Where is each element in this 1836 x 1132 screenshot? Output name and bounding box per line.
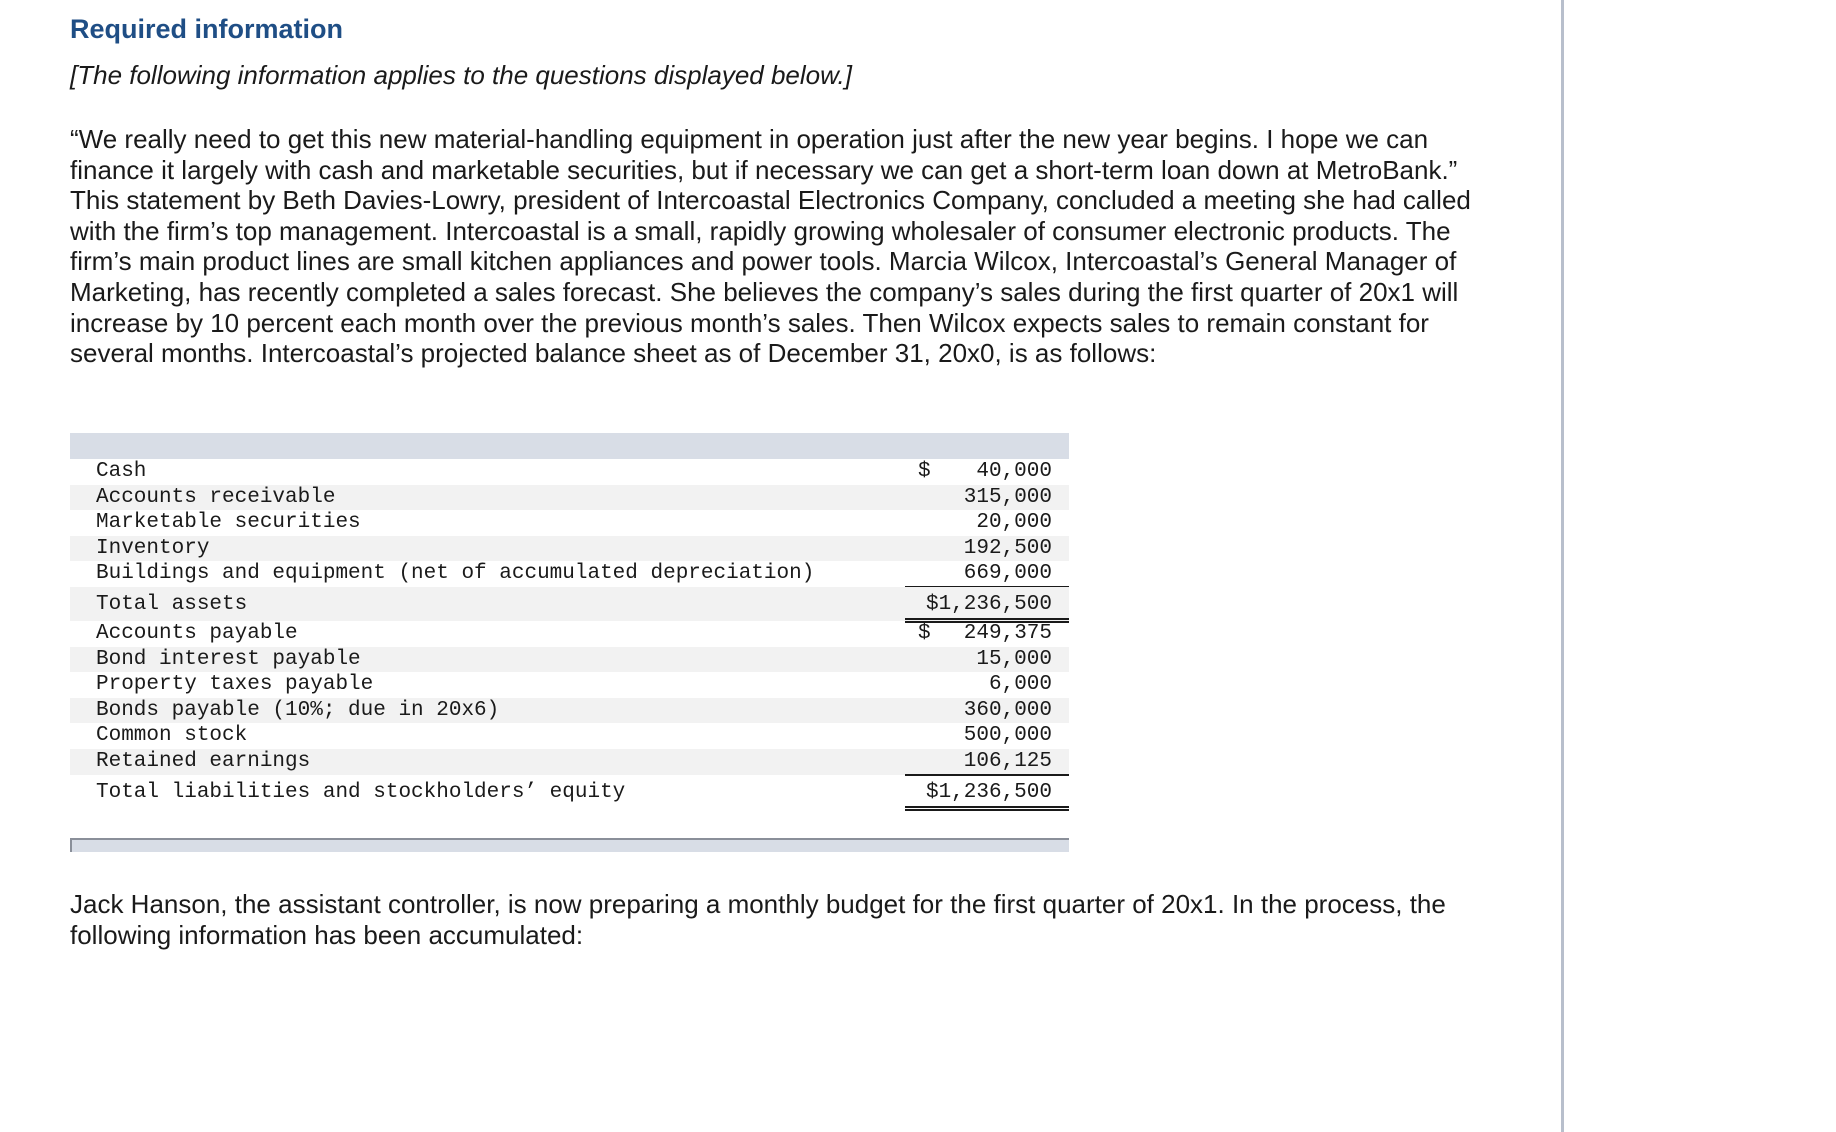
row-amount: $1,236,500	[925, 780, 1052, 804]
row-label: Bond interest payable	[96, 647, 361, 671]
row-label: Marketable securities	[96, 511, 361, 535]
table-row	[70, 698, 1069, 724]
row-amount: 249,375	[963, 621, 1052, 645]
row-label: Property taxes payable	[96, 673, 374, 697]
table-row	[70, 749, 1069, 775]
row-label: Buildings and equipment (net of accumulated depreciation)	[96, 562, 815, 586]
balance-sheet-header-bar	[70, 433, 1069, 459]
row-label: Inventory	[96, 536, 210, 560]
table-row	[70, 536, 1069, 562]
total-liabilities-row	[70, 775, 1069, 809]
intro-paragraph: “We really need to get this new material-handling equipment in operation just after the new year begins. I hope we can finance it largely with cash and marketable securities, but if necessary we can get a short-term loan down at MetroBank.” This statement by Beth Davies-Lowry, president of Intercoastal Electronics Company, concluded a meeting she had called with the firm’s top management. Intercoastal is a small, rapidly growing wholesaler of consumer electronic products. The firm’s main product lines are small kitchen appliances and power tools. Marcia Wilcox, Intercoastal’s General Manager of Marketing, has recently completed a sales forecast. She believes the company’s sales during the first quarter of 20x1 will increase by 10 percent each month over the previous month’s sales. Then Wilcox expects sales to remain constant for several months. Intercoastal’s projected balance sheet as of December 31, 20x0, is as follows:	[70, 124, 1471, 369]
required-information-title: Required information	[70, 14, 344, 44]
double-underline	[905, 806, 1069, 811]
balance-sheet-rows	[70, 459, 1069, 809]
row-label: Total liabilities and stockholders’ equity	[96, 780, 626, 804]
applies-note: [The following information applies to the questions displayed below.]	[70, 60, 852, 90]
row-amount: 40,000	[976, 460, 1052, 483]
row-label: Accounts payable	[96, 621, 298, 645]
table-row	[70, 485, 1069, 511]
row-label: Retained earnings	[96, 749, 311, 773]
row-label: Cash	[96, 460, 147, 483]
row-amount: 500,000	[963, 724, 1052, 748]
table-row	[70, 621, 1069, 647]
row-amount: 192,500	[963, 536, 1052, 560]
row-label: Common stock	[96, 724, 248, 748]
row-currency: $	[918, 621, 931, 645]
table-row	[70, 723, 1069, 749]
row-amount: 15,000	[976, 647, 1052, 671]
row-amount: 360,000	[963, 698, 1052, 722]
table-row	[70, 459, 1069, 485]
row-label: Bonds payable (10%; due in 20x6)	[96, 698, 500, 722]
table-row	[70, 647, 1069, 673]
balance-sheet-footer-bar	[70, 838, 1069, 852]
table-row	[70, 561, 1069, 587]
total-assets-row	[70, 587, 1069, 621]
row-amount: 6,000	[988, 673, 1052, 697]
row-amount: 106,125	[963, 749, 1052, 773]
right-scroll-divider	[1561, 0, 1564, 1132]
table-row	[70, 510, 1069, 536]
row-currency: $	[918, 460, 931, 483]
row-label: Accounts receivable	[96, 485, 336, 509]
row-label: Total assets	[96, 592, 248, 616]
row-amount: 20,000	[976, 511, 1052, 535]
closing-paragraph: Jack Hanson, the assistant controller, is now preparing a monthly budget for the first quarter of 20x1. In the process, the following information has been accumulated:	[70, 889, 1446, 950]
row-amount: 669,000	[963, 562, 1052, 586]
row-amount: $1,236,500	[925, 592, 1052, 616]
row-amount: 315,000	[963, 485, 1052, 509]
balance-sheet-table	[70, 433, 1069, 804]
table-row	[70, 672, 1069, 698]
